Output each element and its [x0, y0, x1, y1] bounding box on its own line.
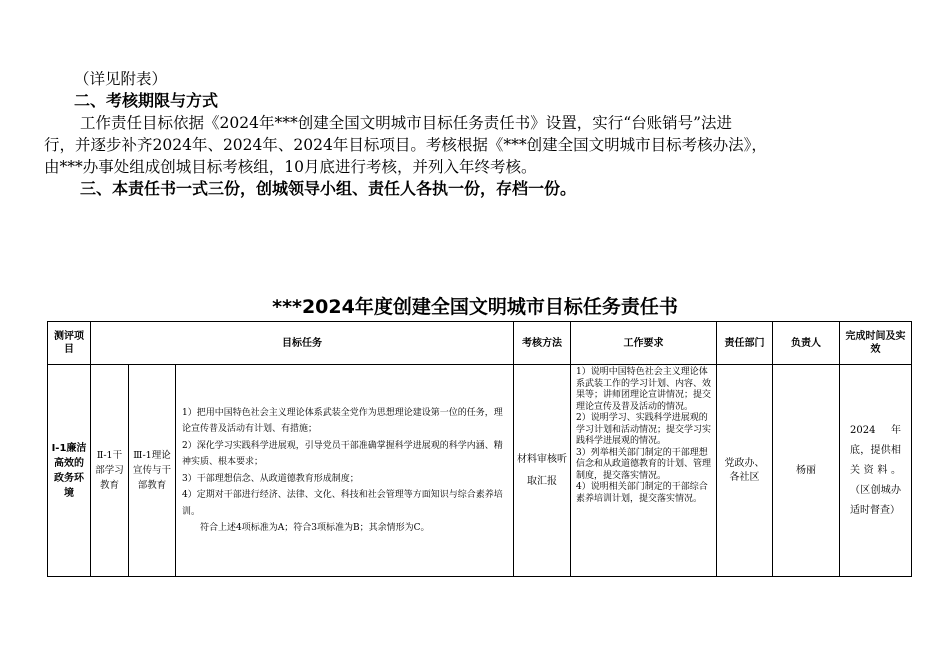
table-header-row: [48, 322, 912, 365]
header-person: 负责人: [773, 322, 840, 365]
level2-cell: Ⅱ-1干部学习教育: [91, 365, 129, 577]
deadline-cell: 2024年底，提供相关资料。（区创城办适时督查）: [840, 365, 912, 577]
level1-cell: Ⅰ-1廉洁高效的政务环境: [48, 365, 91, 577]
requirement-item-3: 3）列举相关部门制定的干部理想信念和从政道德教育的计划、管理制度，提交落实情况。: [576, 447, 712, 481]
task-item-1: 1）把用中国特色社会主义理论体系武装全党作为思想理论建设第一位的任务，理论宣传普及活动有计划、有措施；: [182, 407, 503, 434]
intro-note: （详见附表）: [74, 70, 168, 88]
paragraph-line-3: 由***办事处组成创城目标考核组，10月底进行考核，并列入年终考核。: [44, 158, 537, 176]
section-heading-3: 三、本责任书一式三份，创城领导小组、责任人各执一份，存档一份。: [80, 179, 577, 198]
table-title: ***2024年度创建全国文明城市目标任务责任书: [272, 296, 678, 318]
paragraph-line-2: 行，并逐步补齐2024年、2024年、2024年目标项目。考核根据《***创建全国文明城市目标考核办法》，: [44, 136, 767, 154]
task-item-4: 4）定期对干部进行经济、法律、文化、科技和社会管理等方面知识与综合素养培训。: [182, 490, 503, 517]
method-cell: 材料审核听取汇报: [514, 365, 571, 577]
dept-cell: 党政办、各社区: [717, 365, 773, 577]
task-criteria: 符合上述4项标准为A；符合3项标准为B；其余情形为C。: [200, 523, 430, 533]
header-item: 测评项目: [48, 322, 91, 365]
paragraph-line-1: 工作责任目标依据《2024年***创建全国文明城市目标任务责任书》设置，实行“台账销号”法进: [80, 114, 733, 132]
header-method: 考核方法: [514, 322, 571, 365]
task-cell: [176, 365, 514, 577]
requirement-cell: [571, 365, 717, 577]
requirement-item-2: 2）说明学习、实践科学进展观的学习计划和活动情况；提交学习实践科学进展观的情况。: [576, 413, 712, 446]
header-requirement: 工作要求: [571, 322, 717, 365]
header-dept: 责任部门: [717, 322, 773, 365]
header-deadline: 完成时间及实效: [840, 322, 912, 365]
level3-cell: Ⅲ-1理论宣传与干部教育: [129, 365, 176, 577]
task-item-3: 3）干部理想信念、从政道德教育形成制度；: [182, 473, 359, 484]
section-heading-2: 二、考核期限与方式: [74, 91, 219, 110]
person-cell: 杨丽: [773, 365, 840, 577]
responsibility-table: [47, 321, 912, 577]
table-row: [48, 365, 912, 577]
requirement-item-1: 1）说明中国特色社会主义理论体系武装工作的学习计划、内容、效果等；讲师团理论宣讲情况；提交理论宣传及普及活动的情况。: [576, 367, 712, 412]
requirement-item-4: 4）说明相关部门制定的干部综合素养培训计划，提交落实情况。: [576, 482, 708, 504]
header-task: 目标任务: [91, 322, 514, 365]
task-item-2: 2）深化学习实践科学进展观，引导党员干部准确掌握科学进展观的科学内涵、精神实质、根本要求；: [182, 440, 503, 467]
